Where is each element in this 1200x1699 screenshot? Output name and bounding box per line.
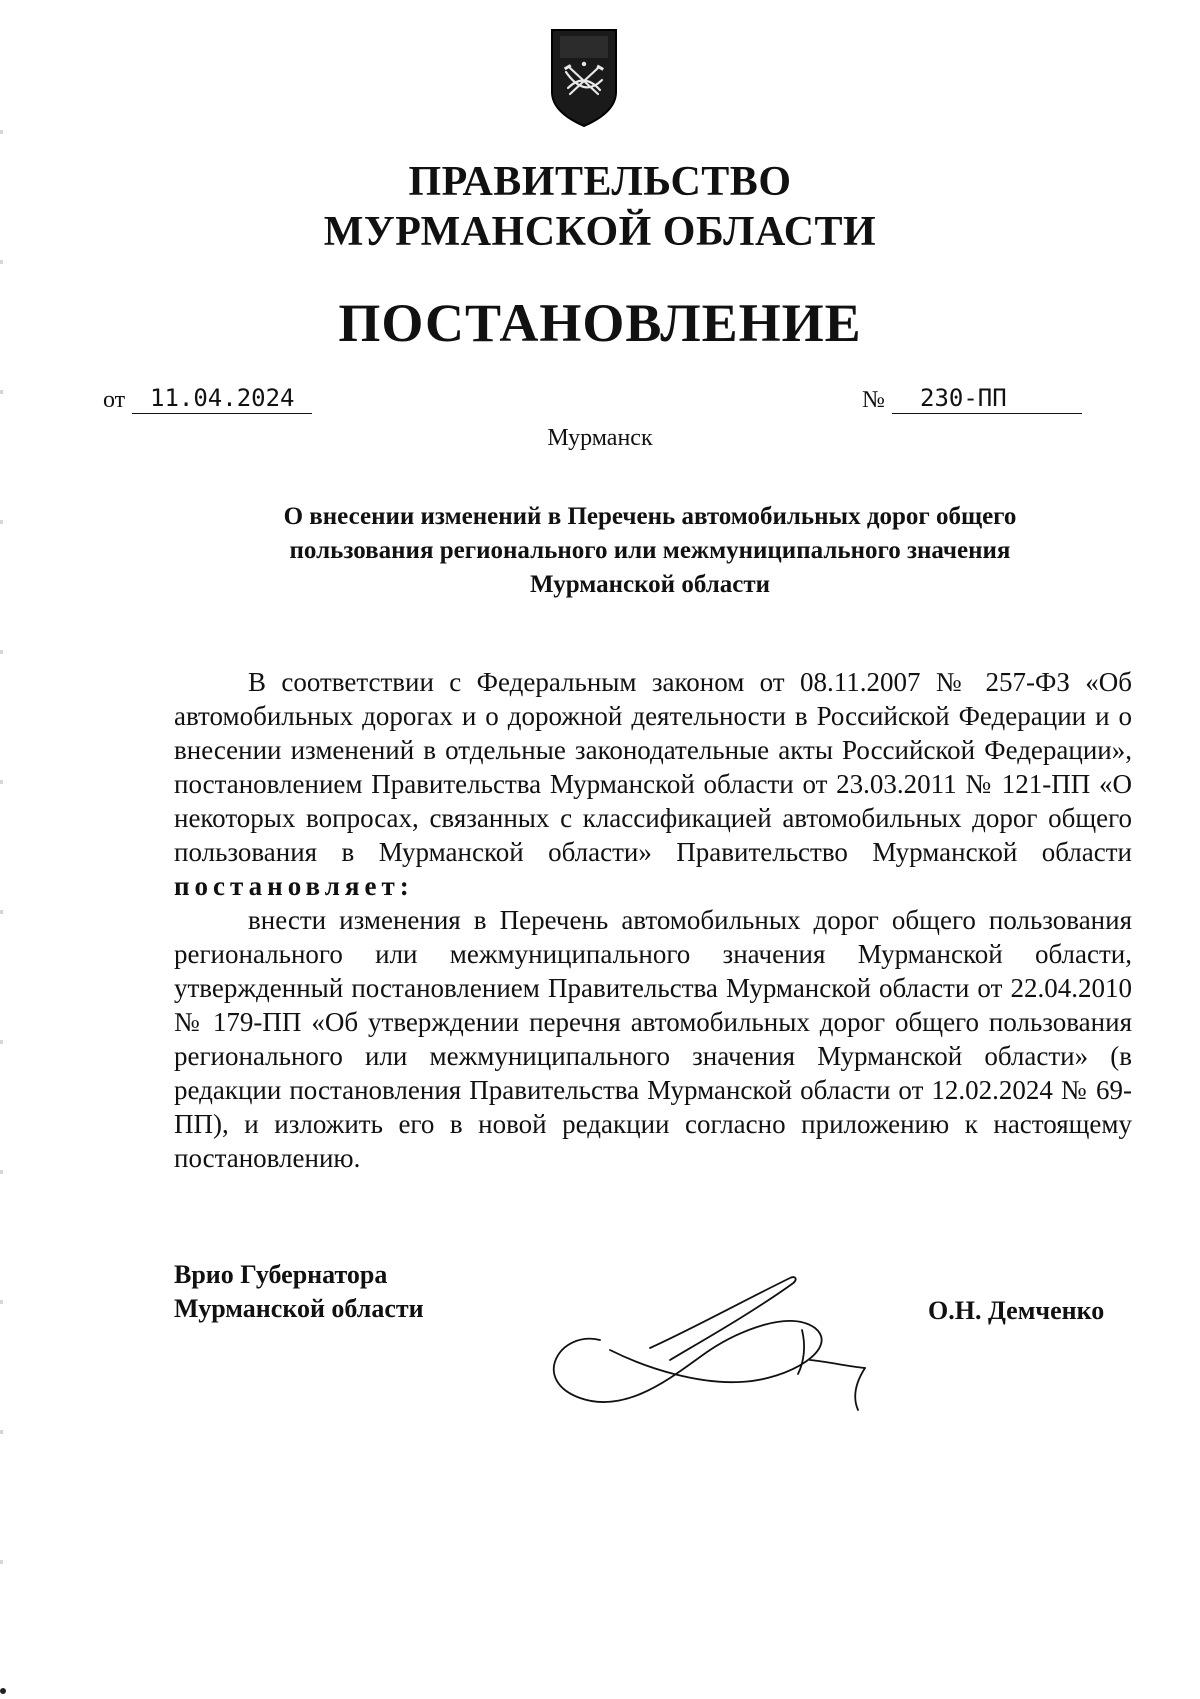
scan-dot-artifact	[0, 1688, 6, 1694]
document-subject	[200, 500, 1100, 602]
org-name-line-1: ПРАВИТЕЛЬСТВО	[408, 159, 792, 205]
signer-position-line-2: Мурманской области	[174, 1294, 424, 1323]
subject-line-3: Мурманской области	[529, 571, 771, 598]
handwritten-signature-icon	[540, 1270, 900, 1420]
subject-line-1: О внесении изменений в Перечень автомобильных дорог общего	[283, 503, 1017, 530]
body-paragraph-1-text: В соответствии с Федеральным законом от 08.11.2007 № 257-ФЗ «Об автомобильных дорогах и о дорожной деятельности в Российской Федерации и о внесении изменений в отдельные законодательные акты Российской Федерации», постановлением Правительства Мурманской области от 23.03.2011 № 121-ПП «О некоторых вопросах, связанных с классификацией автомобильных дорог общего пользования в Мурманской области» Правительство Мурманской области	[174, 667, 1132, 867]
signer-position	[174, 1258, 424, 1326]
document-meta-row	[0, 383, 1200, 419]
signer-position-line-1: Врио Губернатора	[174, 1260, 388, 1289]
org-name-line-2: МУРМАНСКОЙ ОБЛАСТИ	[323, 209, 877, 255]
issue-city: Мурманск	[547, 425, 653, 451]
signer-name: О.Н. Демченко	[928, 1296, 1105, 1325]
document-type-title: ПОСТАНОВЛЕНИЕ	[338, 293, 862, 353]
resolution-keyword: постановляет:	[174, 871, 414, 901]
document-date: 11.04.2024	[132, 383, 312, 414]
murmansk-coat-of-arms-icon	[550, 28, 618, 128]
document-body	[174, 665, 1132, 1175]
number-label: №	[862, 387, 885, 413]
body-paragraph-2: внести изменения в Перечень автомобильных дорог общего пользования регионального или межмуниципального значения Мурманской области, утвержденный постановлением Правительства Мурманской области от 22.04.2010 № 179-ПП «Об утверждении перечня автомобильных дорог общего пользования регионального или межмуниципального значения Мурманской области» (в редакции постановления Правительства Мурманской области от 12.02.2024 № 69-ПП), и изложить его в новой редакции согласно приложению к настоящему постановлению.	[174, 905, 1132, 1173]
body-paragraph-1	[174, 665, 1132, 903]
date-label: от	[103, 387, 126, 413]
document-number: 230-ПП	[892, 383, 1082, 414]
subject-line-2: пользования регионального или межмуниципального значения	[289, 537, 1011, 564]
